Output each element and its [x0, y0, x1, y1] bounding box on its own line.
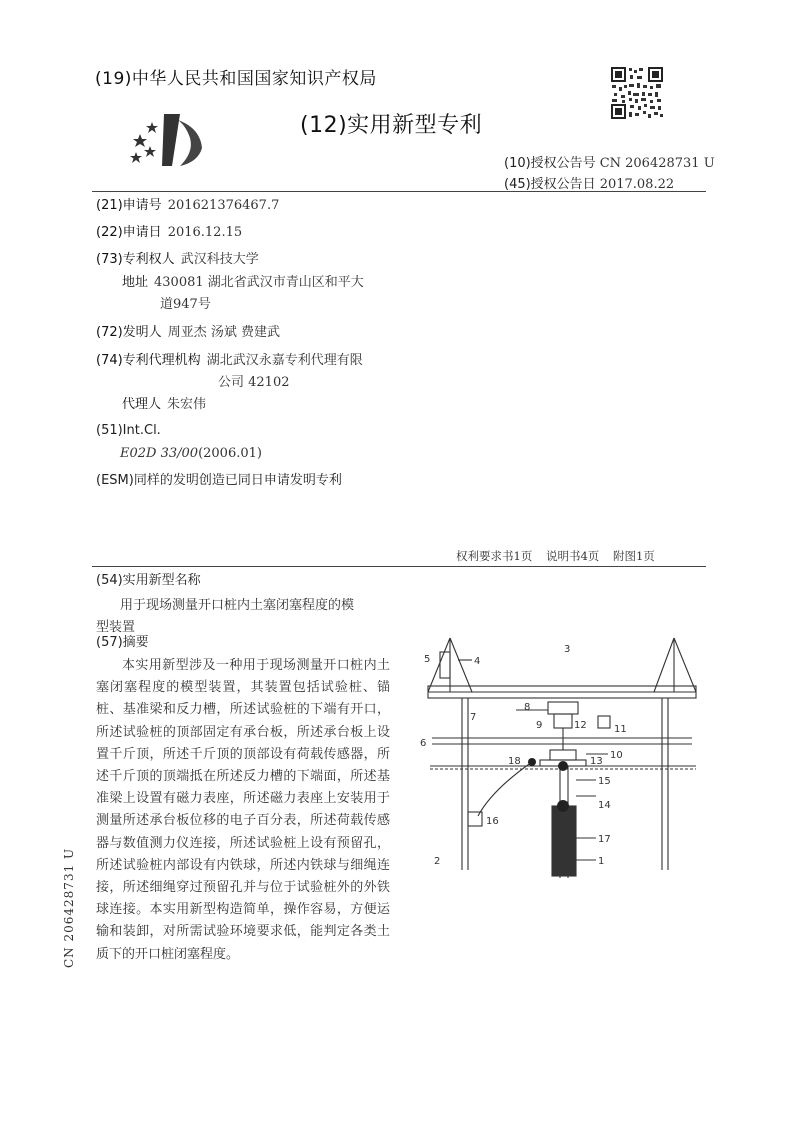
address-label: 地址 [122, 275, 149, 290]
figure-label: 14 [598, 800, 611, 811]
publication-number-row [504, 152, 715, 171]
figure-label: 17 [598, 834, 611, 845]
application-date [96, 222, 242, 244]
application-date-label: (22)申请日 [96, 225, 162, 240]
agent [122, 394, 206, 416]
figure-label: 5 [424, 654, 431, 665]
figure-label: 11 [614, 724, 627, 735]
application-number-value: 201621376467.7 [167, 198, 280, 213]
section-divider [92, 566, 706, 567]
agency-line-2 [218, 372, 290, 394]
utility-model-title-label: (54)实用新型名称 [96, 573, 201, 588]
figure-label: 4 [474, 656, 481, 667]
agency-line-2-text: 公司 42102 [218, 375, 290, 390]
figure-label: 13 [590, 756, 603, 767]
int-cl-code: E02D 33/00 [120, 446, 199, 461]
figure-label: 8 [524, 702, 531, 713]
publication-date-row [504, 173, 674, 192]
agency-line-1: 湖北武汉永嘉专利代理有限 [206, 353, 363, 368]
agency-label: (74)专利代理机构 [96, 353, 201, 368]
agent-value: 朱宏伟 [167, 397, 207, 412]
figure-label: 12 [574, 720, 587, 731]
title-line-1: 用于现场测量开口桩内土塞闭塞程度的模 [120, 598, 355, 613]
figure-label: 2 [434, 856, 441, 867]
figure-label: 10 [610, 750, 623, 761]
application-date-value: 2016.12.15 [167, 225, 243, 240]
header-divider [92, 191, 706, 192]
office-logo [128, 108, 218, 172]
patentee [96, 249, 259, 271]
patentee-label: (73)专利权人 [96, 252, 175, 267]
figure-label: 3 [564, 644, 571, 655]
figure-label: 18 [508, 756, 521, 767]
inventor-value: 周亚杰 汤斌 费建武 [167, 325, 280, 340]
abstract-text: 本实用新型涉及一种用于现场测量开口桩内土塞闭塞程度的模型装置，其装置包括试验桩、锚桩、基准梁和反力槽，所述试验桩的下端有开口，所述试验桩的顶部固定有承台板，所述承台板上设置千斤顶，所述千斤顶的顶部设有荷载传感器，所述千斤顶的顶端抵在所述反力槽的下端面，所述基准梁上设置有磁力表座，所述磁力表座上安装用于测量所述承台板位移的电子百分表，所述荷载传感器与数值测力仪连接，所述试验桩上设有预留孔，所述试验桩内部设有内铁球，所述内铁球与细绳连接，所述细绳穿过预留孔并与位于试验桩外的外铁球连接。本实用新型构造简单，操作容易，方便运输和装卸，对所需试验环境要求低，能判定各类土质下的开口桩闭塞程度。 [96, 658, 390, 962]
figure-label: 7 [470, 712, 477, 723]
agent-label: 代理人 [122, 397, 162, 412]
document-type: (12)实用新型专利 [300, 113, 483, 138]
patentee-value: 武汉科技大学 [180, 252, 259, 267]
inventors [96, 322, 280, 344]
int-cl-date: (2006.01) [198, 446, 262, 461]
device-diagram [412, 630, 712, 890]
inventor-label: (72)发明人 [96, 325, 162, 340]
page-count-info: 权利要求书1页 说明书4页 附图1页 [456, 549, 655, 563]
utility-model-title [96, 595, 402, 639]
address [122, 272, 364, 294]
publication-number-label: (10)授权公告号 [504, 156, 596, 171]
publication-date-value: 2017.08.22 [599, 177, 675, 192]
address-line-1: 430081 湖北省武汉市青山区和平大 [154, 275, 364, 290]
side-publication-number: CN 206428731 U [62, 847, 76, 968]
title-line-2: 型装置 [96, 620, 136, 635]
publication-date-label: (45)授权公告日 [504, 177, 596, 192]
figure-label: 6 [420, 738, 427, 749]
publication-number-value: CN 206428731 U [599, 156, 715, 171]
figure-label: 9 [536, 720, 543, 731]
int-cl-code-row [120, 443, 262, 465]
figure-label: 1 [598, 856, 605, 867]
figure-label: 15 [598, 776, 611, 787]
qr-code-icon [610, 66, 664, 120]
esm-note: (ESM)同样的发明创造已同日申请发明专利 [96, 473, 342, 488]
abstract-label: (57)摘要 [96, 635, 149, 650]
patent-agency [96, 350, 363, 372]
address-line-2 [160, 294, 211, 316]
int-cl-label: (51)Int.Cl. [96, 423, 161, 438]
application-number-label: (21)申请号 [96, 198, 162, 213]
application-number [96, 195, 279, 217]
figure-label: 16 [486, 816, 499, 827]
address-line-2-text: 道947号 [160, 297, 211, 312]
office-name: (19)中华人民共和国国家知识产权局 [95, 69, 377, 89]
